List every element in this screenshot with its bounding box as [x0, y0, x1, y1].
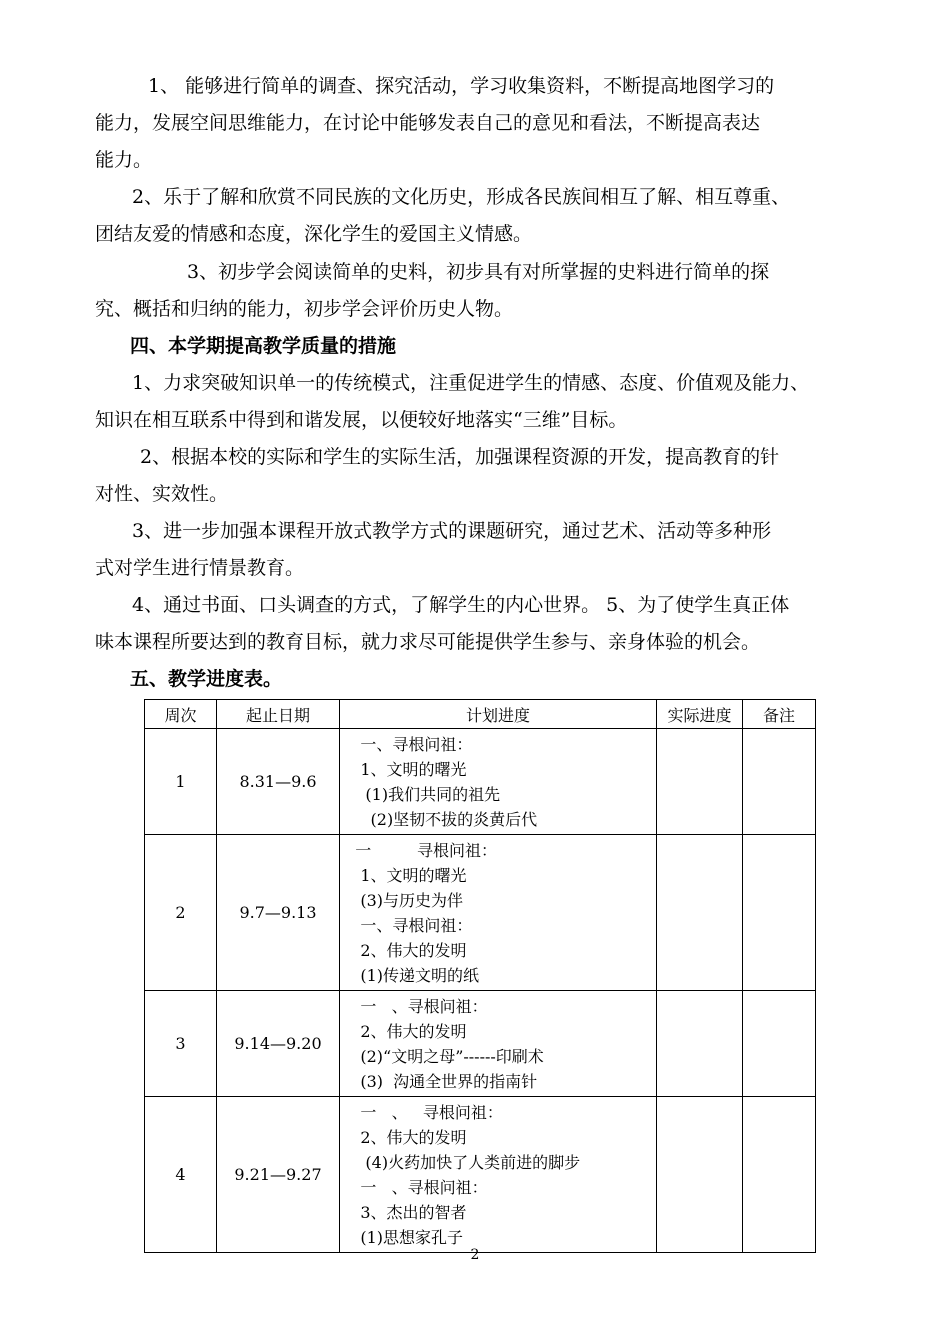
measure2-line1: 2、根据本校的实际和学生的实际生活，加强课程资源的开发，提高教育的针	[140, 446, 780, 468]
header-week: 周次	[145, 700, 217, 729]
section-heading-measures: 四、本学期提高教学质量的措施	[130, 335, 397, 357]
notes-cell	[743, 729, 816, 835]
para3-line1: 3、初步学会阅读简单的史料，初步具有对所掌握的史料进行简单的探	[187, 261, 770, 283]
para3-line2: 究、概括和归纳的能力，初步学会评价历史人物。	[95, 298, 514, 320]
dates-cell: 9.14—9.20	[217, 991, 340, 1097]
plan-line: (4)火药加快了人类前进的脚步	[340, 1153, 581, 1172]
measure3-line2: 式对学生进行情景教育。	[95, 557, 305, 579]
plan-line: 1、文明的曙光	[340, 760, 467, 779]
dates-cell: 9.7—9.13	[217, 835, 340, 991]
actual-cell	[657, 991, 743, 1097]
para2-line2: 团结友爱的情感和态度，深化学生的爱国主义情感。	[95, 223, 533, 245]
actual-cell	[657, 835, 743, 991]
plan-cell	[340, 729, 657, 835]
plan-cell	[340, 835, 657, 991]
plan-line: (2)坚韧不拔的炎黄后代	[340, 810, 538, 829]
plan-line: 2、伟大的发明	[340, 1128, 467, 1147]
table-header-row	[145, 700, 816, 729]
week-cell: 3	[145, 991, 217, 1097]
measure4-line1: 4、通过书面、口头调查的方式，了解学生的内心世界。 5、为了使学生真正体	[132, 594, 790, 616]
plan-line: 一、寻根问祖：	[340, 916, 473, 935]
notes-cell	[743, 991, 816, 1097]
section-heading-schedule: 五、教学进度表。	[130, 668, 283, 690]
table-row	[145, 729, 816, 835]
plan-line: (1)传递文明的纸	[340, 966, 480, 985]
para1-line1: 1、 能够进行简单的调查、探究活动，学习收集资料，不断提高地图学习的	[148, 75, 775, 97]
page-number: 2	[470, 1247, 480, 1263]
header-plan: 计划进度	[340, 700, 657, 729]
measure1-line1: 1、力求突破知识单一的传统模式，注重促进学生的情感、态度、价值观及能力、	[132, 372, 810, 394]
actual-cell	[657, 729, 743, 835]
plan-line: (1)思想家孔子	[340, 1228, 464, 1247]
measure2-line2: 对性、实效性。	[95, 483, 229, 505]
plan-line: (2)“文明之母”------印刷术	[340, 1047, 544, 1066]
table-row	[145, 1097, 816, 1253]
notes-cell	[743, 1097, 816, 1253]
plan-line: 3、杰出的智者	[340, 1203, 467, 1222]
plan-line: 一 、 寻根问祖：	[340, 1103, 503, 1122]
header-dates: 起止日期	[217, 700, 340, 729]
para1-line2: 能力，发展空间思维能力，在讨论中能够发表自己的意见和看法，不断提高表达	[95, 112, 761, 134]
week-cell: 2	[145, 835, 217, 991]
week-cell: 4	[145, 1097, 217, 1253]
plan-line: 一 、寻根问祖：	[340, 1178, 488, 1197]
para1-line3: 能力。	[95, 149, 153, 171]
plan-cell	[340, 1097, 657, 1253]
measure3-line1: 3、进一步加强本课程开放式教学方式的课题研究，通过艺术、活动等多种形	[132, 520, 772, 542]
schedule-table	[144, 699, 816, 1253]
plan-line: (3)与历史为伴	[340, 891, 464, 910]
header-notes: 备注	[743, 700, 816, 729]
para2-line1: 2、乐于了解和欣赏不同民族的文化历史，形成各民族间相互了解、相互尊重、	[132, 186, 791, 208]
plan-line: 2、伟大的发明	[340, 1022, 467, 1041]
header-actual: 实际进度	[657, 700, 743, 729]
measure1-line2: 知识在相互联系中得到和谐发展，以便较好地落实“三维”目标。	[95, 409, 628, 431]
table-row	[145, 835, 816, 991]
week-cell: 1	[145, 729, 217, 835]
plan-line: 一、寻根问祖：	[340, 735, 473, 754]
measure4-line2: 味本课程所要达到的教育目标，就力求尽可能提供学生参与、亲身体验的机会。	[95, 631, 761, 653]
table-row	[145, 991, 816, 1097]
dates-cell: 9.21—9.27	[217, 1097, 340, 1253]
actual-cell	[657, 1097, 743, 1253]
plan-line: 一 寻根问祖：	[340, 841, 498, 860]
plan-cell	[340, 991, 657, 1097]
plan-line: (3) 沟通全世界的指南针	[340, 1072, 538, 1091]
plan-line: 一 、寻根问祖：	[340, 997, 488, 1016]
plan-line: (1)我们共同的祖先	[340, 785, 501, 804]
notes-cell	[743, 835, 816, 991]
plan-line: 1、文明的曙光	[340, 866, 467, 885]
plan-line: 2、伟大的发明	[340, 941, 467, 960]
dates-cell: 8.31—9.6	[217, 729, 340, 835]
